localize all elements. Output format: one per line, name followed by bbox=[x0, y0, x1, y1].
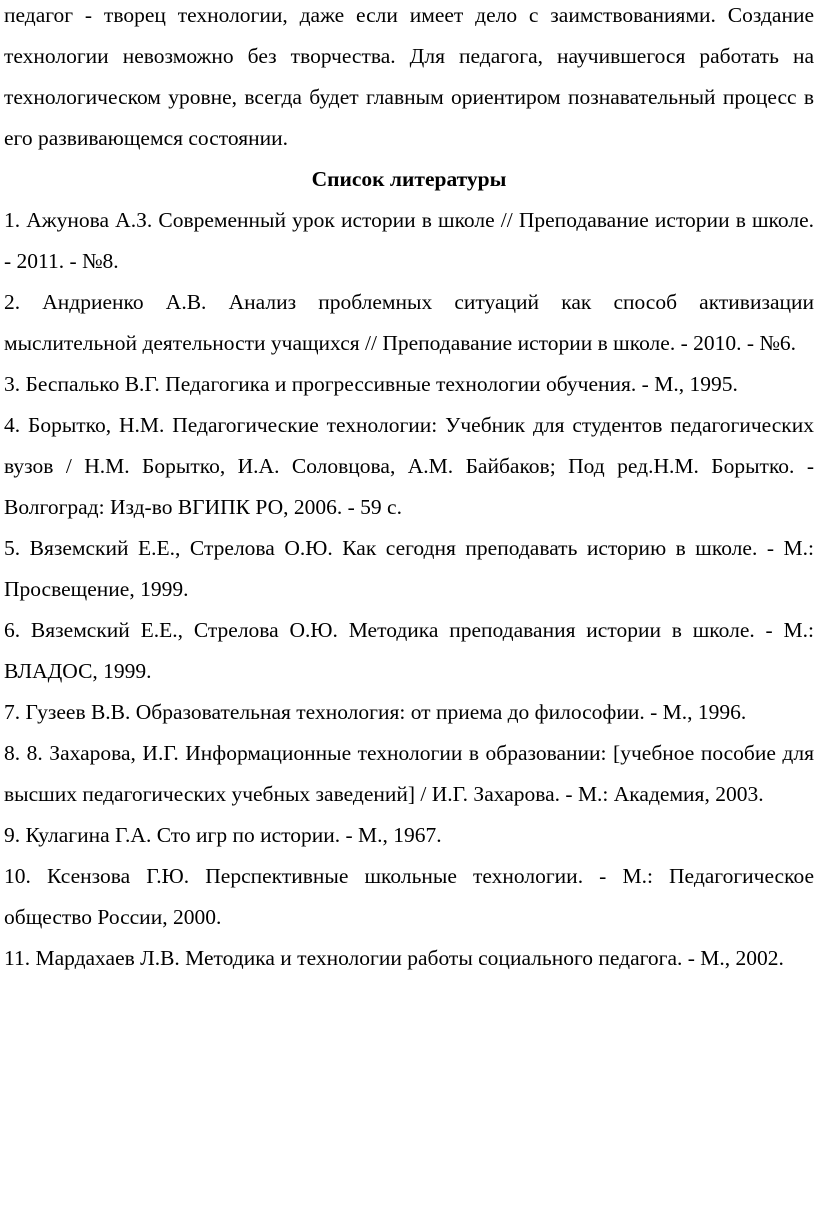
reference-item: 6. Вяземский Е.Е., Стрелова О.Ю. Методика преподавания истории в школе. - М.: ВЛАДОС, 1999. bbox=[4, 618, 814, 683]
reference-item: 11. Мардахаев Л.В. Методика и технологии работы социального педагога. - М., 2002. bbox=[4, 946, 784, 970]
reference-item: 9. Кулагина Г.А. Сто игр по истории. - М., 1967. bbox=[4, 823, 442, 847]
reference-item: 2. Андриенко А.В. Анализ проблемных ситуаций как способ активизации мыслительной деятельности учащихся // Преподавание истории в школе. - 2010. - №6. bbox=[4, 290, 814, 355]
reference-item: 1. Ажунова А.З. Современный урок истории в школе // Преподавание истории в школе. - 2011. - №8. bbox=[4, 208, 814, 273]
reference-item: 3. Беспалько В.Г. Педагогика и прогрессивные технологии обучения. - М., 1995. bbox=[4, 372, 738, 396]
reference-item: 5. Вяземский Е.Е., Стрелова О.Ю. Как сегодня преподавать историю в школе. - М.: Просвещение, 1999. bbox=[4, 536, 814, 601]
reference-item: 7. Гузеев В.В. Образовательная технология: от приема до философии. - М., 1996. bbox=[4, 700, 747, 724]
bibliography-heading: Список литературы bbox=[311, 167, 507, 191]
reference-list bbox=[4, 200, 814, 979]
reference-item: 10. Ксензова Г.Ю. Перспективные школьные технологии. - М.: Педагогическое общество России, 2000. bbox=[4, 864, 814, 929]
reference-item: 8. 8. Захарова, И.Г. Информационные технологии в образовании: [учебное пособие для высших педагогических учебных заведений] / И.Г. Захарова. - М.: Академия, 2003. bbox=[4, 741, 814, 806]
reference-item: 4. Борытко, Н.М. Педагогические технологии: Учебник для студентов педагогических вузов / Н.М. Борытко, И.А. Соловцова, А.М. Байбаков; Под ред.Н.М. Борытко. - Волгоград: Изд-во ВГИПК РО, 2006. - 59 с. bbox=[4, 413, 814, 519]
intro-paragraph: педагог - творец технологии, даже если имеет дело с заимствованиями. Создание технологии невозможно без творчества. Для педагога, научившегося работать на технологическом уровне, всегда будет главным ориентиром познавательный процесс в его развивающемся состоянии. bbox=[4, 3, 814, 150]
